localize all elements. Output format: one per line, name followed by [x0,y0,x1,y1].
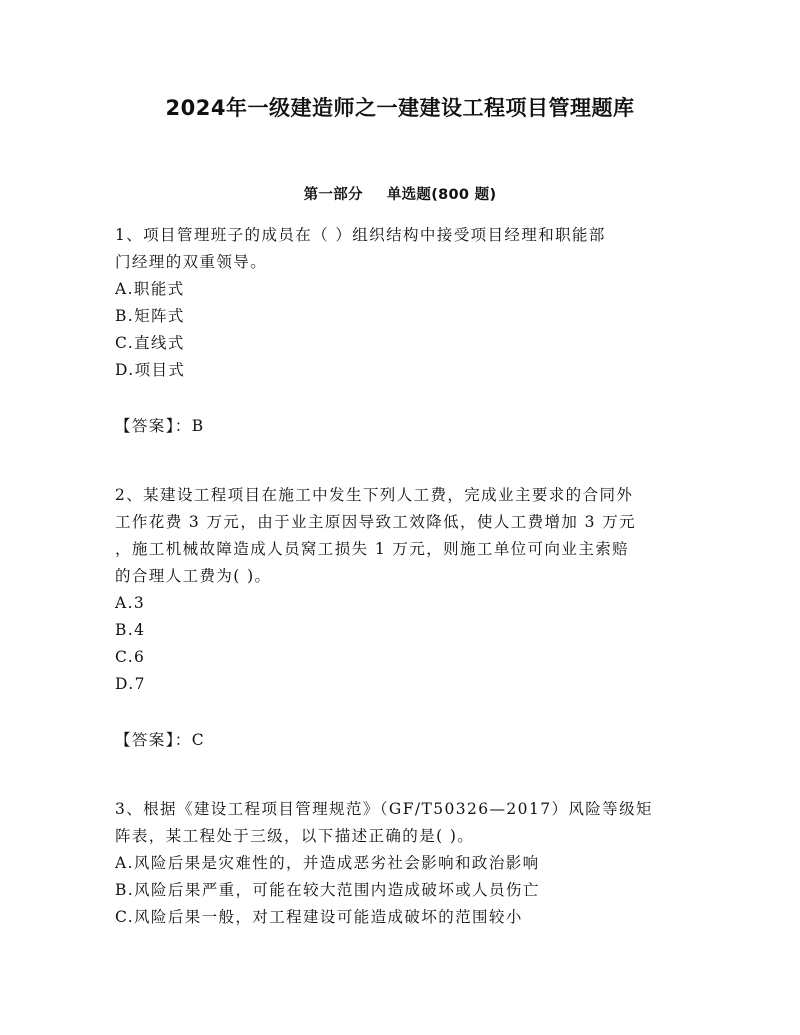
option-b: B.风险后果严重，可能在较大范围内造成破坏或人员伤亡 [115,881,540,899]
question-stem-line: 的合理人工费为( )。 [115,567,272,585]
document-title: 2024年一级建造师之一建建设工程项目管理题库 [165,96,635,120]
option-a: A.职能式 [115,280,185,298]
answer-text: 【答案】：B [115,417,205,435]
option-c: C.风险后果一般，对工程建设可能造成破坏的范围较小 [115,908,523,926]
question-stem-line: 2、某建设工程项目在施工中发生下列人工费，完成业主要求的合同外 [115,486,634,504]
question-1 [115,222,695,384]
option-d: D.7 [115,675,146,693]
section-heading [0,183,800,204]
question-stem-line: 门经理的双重领导。 [115,253,268,271]
answer-1 [115,413,695,440]
answer-2 [115,727,695,754]
option-b: B.矩阵式 [115,307,185,325]
question-stem-line: 工作花费 3 万元，由于业主原因导致工效降低，使人工费增加 3 万元 [115,513,637,531]
answer-text: 【答案】：C [115,731,206,749]
option-c: C.直线式 [115,334,185,352]
question-stem-line: 1、项目管理班子的成员在（ ）组织结构中接受项目经理和职能部 [115,226,606,244]
question-stem-line: ，施工机械故障造成人员窝工损失 1 万元，则施工单位可向业主索赔 [115,540,630,558]
option-c: C.6 [115,648,146,666]
question-3 [115,796,695,931]
question-2 [115,482,695,698]
option-a: A.风险后果是灾难性的，并造成恶劣社会影响和政治影响 [115,854,540,872]
section-part: 第一部分 [303,187,363,203]
option-a: A.3 [115,594,146,612]
option-b: B.4 [115,621,146,639]
section-name: 单选题(800 题) [386,187,497,203]
option-d: D.项目式 [115,361,186,379]
question-stem-line: 阵表，某工程处于三级，以下描述正确的是( )。 [115,827,475,845]
question-stem-line: 3、根据《建设工程项目管理规范》（GF/T50326—2017）风险等级矩 [115,800,653,818]
